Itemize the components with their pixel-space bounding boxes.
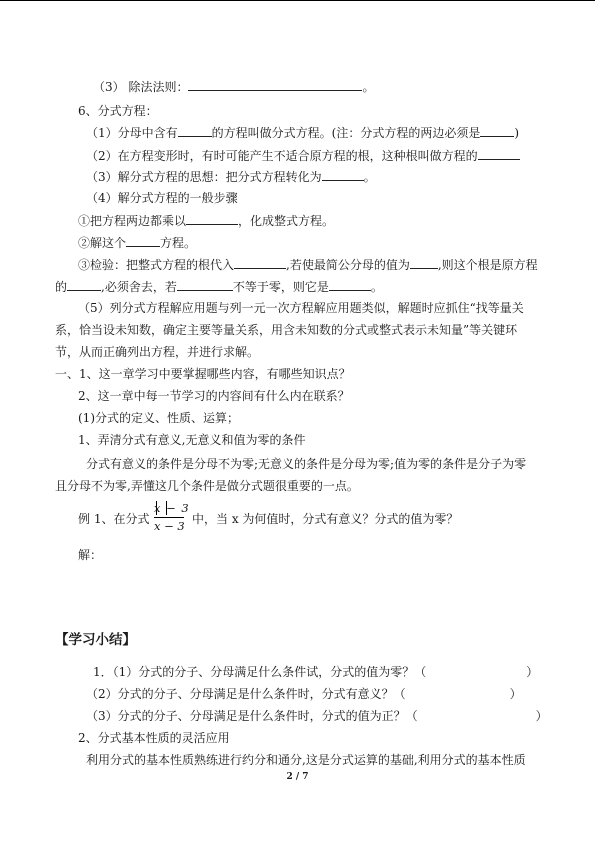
def-line [86,124,519,141]
step-2-line [78,234,196,251]
text: （3）解分式方程的思想：把分式方程转化为 [86,170,322,184]
top-rule [0,0,595,1]
example-1-question: 中，当 x 为何值时，分式有意义？分式的值为零？ [192,512,459,526]
text: （2）在方程变形时，有时可能产生不适合原方程的根，这种根叫做方程的 [86,149,478,163]
text: ） [526,665,539,679]
text: ,则这个根是原方程 [437,258,538,272]
blank-step-3a[interactable] [234,256,286,269]
summary-text: 利用分式的基本性质熟练进行约分和通分,这是分式运算的基础,利用分式的基本性质 [86,753,526,767]
steps-heading: （4）解分式方程的一般步骤 [86,191,238,205]
section-6-heading: 6、分式方程： [78,104,158,118]
step-3-line [78,256,538,273]
explanation-line-1: 分式有意义的条件是分母不为零;无意义的条件是分母为零;值为零的条件是分子为零 [86,457,527,471]
text: 。 [370,280,383,294]
text: （3）分式的分子、分母满足是什么条件时，分式的值为正？（ [86,709,418,723]
summary-heading: 【学习小结】 [55,632,136,648]
blank-idea[interactable] [322,168,364,181]
blank-division-rule[interactable] [188,78,362,91]
text: ) [514,126,520,140]
text: 不等于零，则它是 [232,280,329,294]
extraneous-root-line [86,147,520,164]
text: ） [509,687,522,701]
explanation-line-2: 且分母不为零,弄懂这几个条件是做分式题很重要的一点。 [55,479,359,493]
text: ③检验：把整式方程的根代入 [78,258,235,272]
step-1-line [78,212,334,229]
fraction-denominator: x − 3 [154,519,185,533]
blank-def-2[interactable] [480,124,514,137]
fraction [152,498,188,538]
topic-1: (1)分式的定义、性质、运算； [78,411,239,425]
fraction-bar [154,517,184,518]
page-number: 2 / 7 [286,772,309,782]
blank-extraneous[interactable] [478,147,520,160]
blank-step-3b[interactable] [410,256,438,269]
question-1: 一、1、这一章学习中要掌握哪些内容，有哪些知识点？ [55,367,351,381]
idea-line [86,168,376,185]
text: ） [535,709,548,723]
text: 的方程叫做分式方程。(注：分式方程的两边必须是 [211,126,481,140]
summary-q1 [93,664,538,680]
blank-step-1[interactable] [186,212,238,225]
text: 1．（1）分式的分子、分母满足什么条件试，分式的值为零？（ [93,665,427,679]
text: 。 [362,80,375,94]
division-rule-line [93,78,374,95]
text: ,必须舍去，若 [101,280,177,294]
blank-step-3c[interactable] [67,278,101,291]
text: ①把方程两边都乘以 [78,214,187,228]
text: （2）分式的分子、分母满足是什么条件时，分式有意义？（ [86,687,406,701]
text: 方程。 [160,236,197,250]
text: ,若使最简公分母的值为 [286,258,410,272]
blank-def-1[interactable] [178,124,212,137]
application-line-1: （5）列分式方程解应用题与列一元一次方程解应用题类似，解题时应抓住“找等量关 [78,301,524,315]
text: 。 [363,170,376,184]
blank-step-3d[interactable] [177,278,233,291]
subtopic-1: 1、弄清分式有意义,无意义和值为零的条件 [78,433,306,447]
text: （3） 除法法则： [93,80,189,94]
step-3-cont-line [55,278,383,295]
application-line-3: 节，从而正确列出方程，并进行求解。 [55,345,260,359]
example-1-lead: 例 1、在分式 [78,512,150,526]
fraction-numerator: x − 3 [154,501,190,515]
question-2: 2、这一章中每一节学习的内容间有什么内在联系？ [78,389,350,403]
application-line-2: 系，恰当设未知数，确定主要等量关系，用含未知数的分式或整式表示未知量”等关键环 [55,323,518,337]
text: 的 [55,280,68,294]
text: ，化成整式方程。 [238,214,335,228]
blank-step-2[interactable] [126,234,160,247]
text: ②解这个 [78,236,127,250]
summary-topic-2: 2、分式基本性质的灵活应用 [78,731,230,745]
blank-step-3e[interactable] [329,278,371,291]
answer-label: 解： [78,548,103,562]
summary-q3 [86,708,548,724]
summary-q2 [86,686,522,702]
text: （1）分母中含有 [86,126,178,140]
